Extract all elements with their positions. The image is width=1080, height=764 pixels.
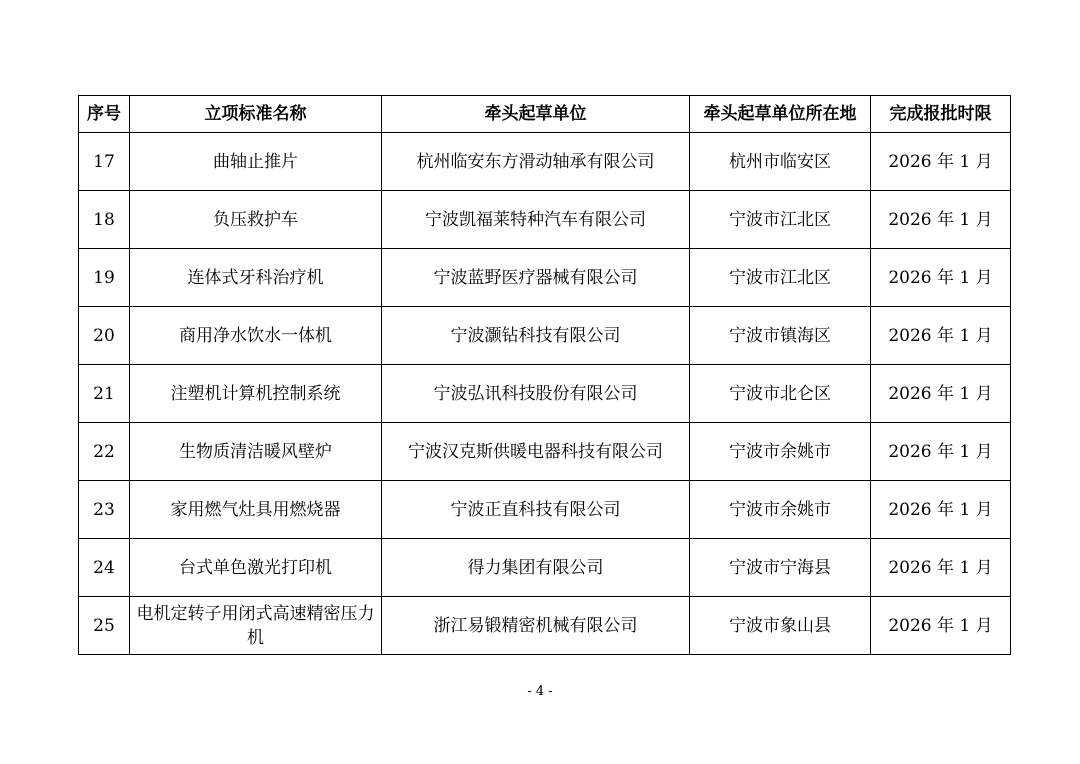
cell-deadline: 2026 年 1 月 xyxy=(871,365,1011,423)
cell-no: 19 xyxy=(79,249,130,307)
table-row xyxy=(79,307,1011,365)
cell-name: 电机定转子用闭式高速精密压力机 xyxy=(130,597,382,655)
cell-location: 宁波市江北区 xyxy=(690,249,871,307)
cell-org: 宁波凯福莱特种汽车有限公司 xyxy=(382,191,690,249)
cell-deadline: 2026 年 1 月 xyxy=(871,539,1011,597)
cell-no: 22 xyxy=(79,423,130,481)
cell-location: 宁波市象山县 xyxy=(690,597,871,655)
cell-location: 宁波市江北区 xyxy=(690,191,871,249)
cell-deadline: 2026 年 1 月 xyxy=(871,423,1011,481)
cell-name: 生物质清洁暖风壁炉 xyxy=(130,423,382,481)
cell-name: 负压救护车 xyxy=(130,191,382,249)
cell-name: 注塑机计算机控制系统 xyxy=(130,365,382,423)
header-deadline: 完成报批时限 xyxy=(871,96,1011,133)
cell-deadline: 2026 年 1 月 xyxy=(871,307,1011,365)
cell-location: 杭州市临安区 xyxy=(690,133,871,191)
cell-org: 宁波灏钻科技有限公司 xyxy=(382,307,690,365)
table-row xyxy=(79,597,1011,655)
cell-org: 杭州临安东方滑动轴承有限公司 xyxy=(382,133,690,191)
header-location: 牵头起草单位所在地 xyxy=(690,96,871,133)
cell-deadline: 2026 年 1 月 xyxy=(871,597,1011,655)
cell-org: 浙江易锻精密机械有限公司 xyxy=(382,597,690,655)
cell-location: 宁波市余姚市 xyxy=(690,423,871,481)
cell-org: 得力集团有限公司 xyxy=(382,539,690,597)
cell-deadline: 2026 年 1 月 xyxy=(871,249,1011,307)
cell-name: 家用燃气灶具用燃烧器 xyxy=(130,481,382,539)
cell-location: 宁波市北仑区 xyxy=(690,365,871,423)
standards-table xyxy=(78,95,1011,655)
table-row xyxy=(79,481,1011,539)
cell-no: 25 xyxy=(79,597,130,655)
cell-org: 宁波弘讯科技股份有限公司 xyxy=(382,365,690,423)
cell-org: 宁波蓝野医疗器械有限公司 xyxy=(382,249,690,307)
table-row xyxy=(79,133,1011,191)
table-row xyxy=(79,423,1011,481)
cell-deadline: 2026 年 1 月 xyxy=(871,133,1011,191)
cell-deadline: 2026 年 1 月 xyxy=(871,191,1011,249)
cell-no: 20 xyxy=(79,307,130,365)
cell-name: 连体式牙科治疗机 xyxy=(130,249,382,307)
table-row xyxy=(79,249,1011,307)
header-org: 牵头起草单位 xyxy=(382,96,690,133)
table-row xyxy=(79,191,1011,249)
cell-no: 21 xyxy=(79,365,130,423)
cell-deadline: 2026 年 1 月 xyxy=(871,481,1011,539)
cell-location: 宁波市宁海县 xyxy=(690,539,871,597)
cell-name: 商用净水饮水一体机 xyxy=(130,307,382,365)
cell-org: 宁波正直科技有限公司 xyxy=(382,481,690,539)
header-no: 序号 xyxy=(79,96,130,133)
cell-no: 23 xyxy=(79,481,130,539)
page-number: - 4 - xyxy=(527,684,553,699)
table-row xyxy=(79,365,1011,423)
cell-no: 17 xyxy=(79,133,130,191)
cell-location: 宁波市余姚市 xyxy=(690,481,871,539)
cell-name: 曲轴止推片 xyxy=(130,133,382,191)
header-name: 立项标准名称 xyxy=(130,96,382,133)
cell-no: 18 xyxy=(79,191,130,249)
table-header-row xyxy=(79,96,1011,133)
cell-location: 宁波市镇海区 xyxy=(690,307,871,365)
cell-org: 宁波汉克斯供暖电器科技有限公司 xyxy=(382,423,690,481)
table-row xyxy=(79,539,1011,597)
cell-name: 台式单色激光打印机 xyxy=(130,539,382,597)
cell-no: 24 xyxy=(79,539,130,597)
